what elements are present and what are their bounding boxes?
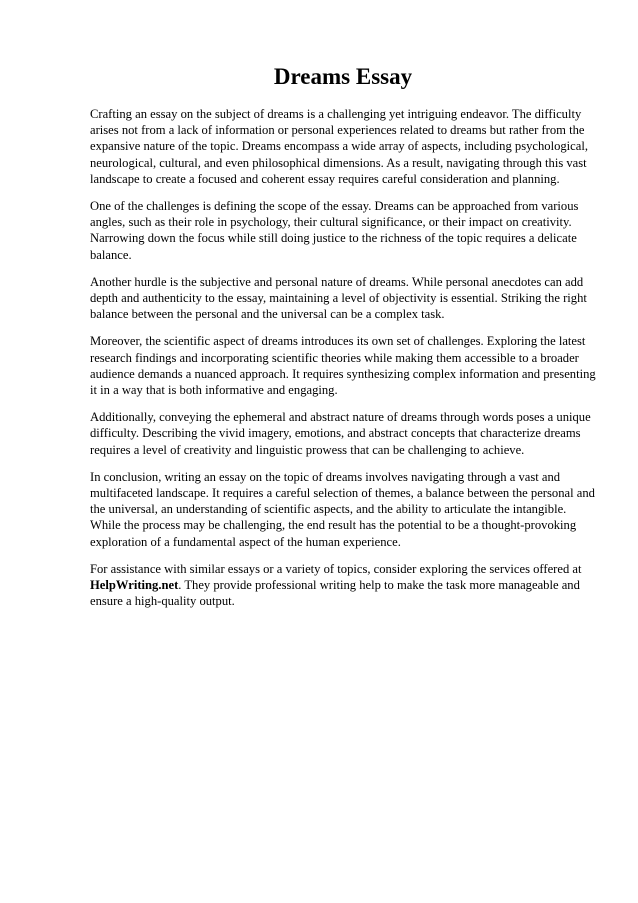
closing-text-before: For assistance with similar essays or a variety of topics, consider exploring the services offered at [90, 561, 582, 576]
paragraph-scope: One of the challenges is defining the scope of the essay. Dreams can be approached from various angles, such as their role in psychology, their cultural significance, or their impact on creativity. Narrowing down the focus while still doing justice to the richness of the topic requires a delicate balance. [90, 199, 579, 262]
closing-text-after: . They provide professional writing help to make the task more manageable and ensure a high-quality output. [90, 578, 580, 609]
document-title: Dreams Essay [273, 64, 413, 89]
paragraph-scientific: Moreover, the scientific aspect of dreams introduces its own set of challenges. Exploring the latest research findings and incorporating scientific theories while making them accessible to a broader audience demands a nuanced approach. It requires synthesizing complex information and presenting it in a way that is both informative and engaging. [90, 334, 596, 398]
paragraph-closing [90, 561, 596, 610]
paragraph-intro: Crafting an essay on the subject of dreams is a challenging yet intriguing endeavor. The difficulty arises not from a lack of information or personal experiences related to dreams but rather from the expansive nature of the topic. Dreams encompass a wide array of aspects, including psychological, neurological, cultural, and even philosophical dimensions. As a result, navigating through this vast landscape to create a focused and coherent essay requires careful consideration and planning. [90, 107, 588, 186]
paragraph-ephemeral: Additionally, conveying the ephemeral and abstract nature of dreams through words poses a unique difficulty. Describing the vivid imagery, emotions, and abstract concepts that characterize dreams requires a level of creativity and linguistic prowess that can be challenging to achieve. [90, 410, 591, 457]
paragraph-conclusion: In conclusion, writing an essay on the topic of dreams involves navigating through a vast and multifaceted landscape. It requires a careful selection of themes, a balance between the personal and the universal, an understanding of scientific aspects, and the ability to articulate the intangible. While the process may be challenging, the end result has the potential to be a thought-provoking exploration of a fundamental aspect of the human experience. [90, 469, 595, 549]
document-page [90, 62, 596, 620]
brand-name: HelpWriting.net [90, 578, 179, 593]
paragraph-subjective: Another hurdle is the subjective and personal nature of dreams. While personal anecdotes can add depth and authenticity to the essay, maintaining a level of objectivity is essential. Striking the right balance between the personal and the universal can be a complex task. [90, 274, 587, 322]
